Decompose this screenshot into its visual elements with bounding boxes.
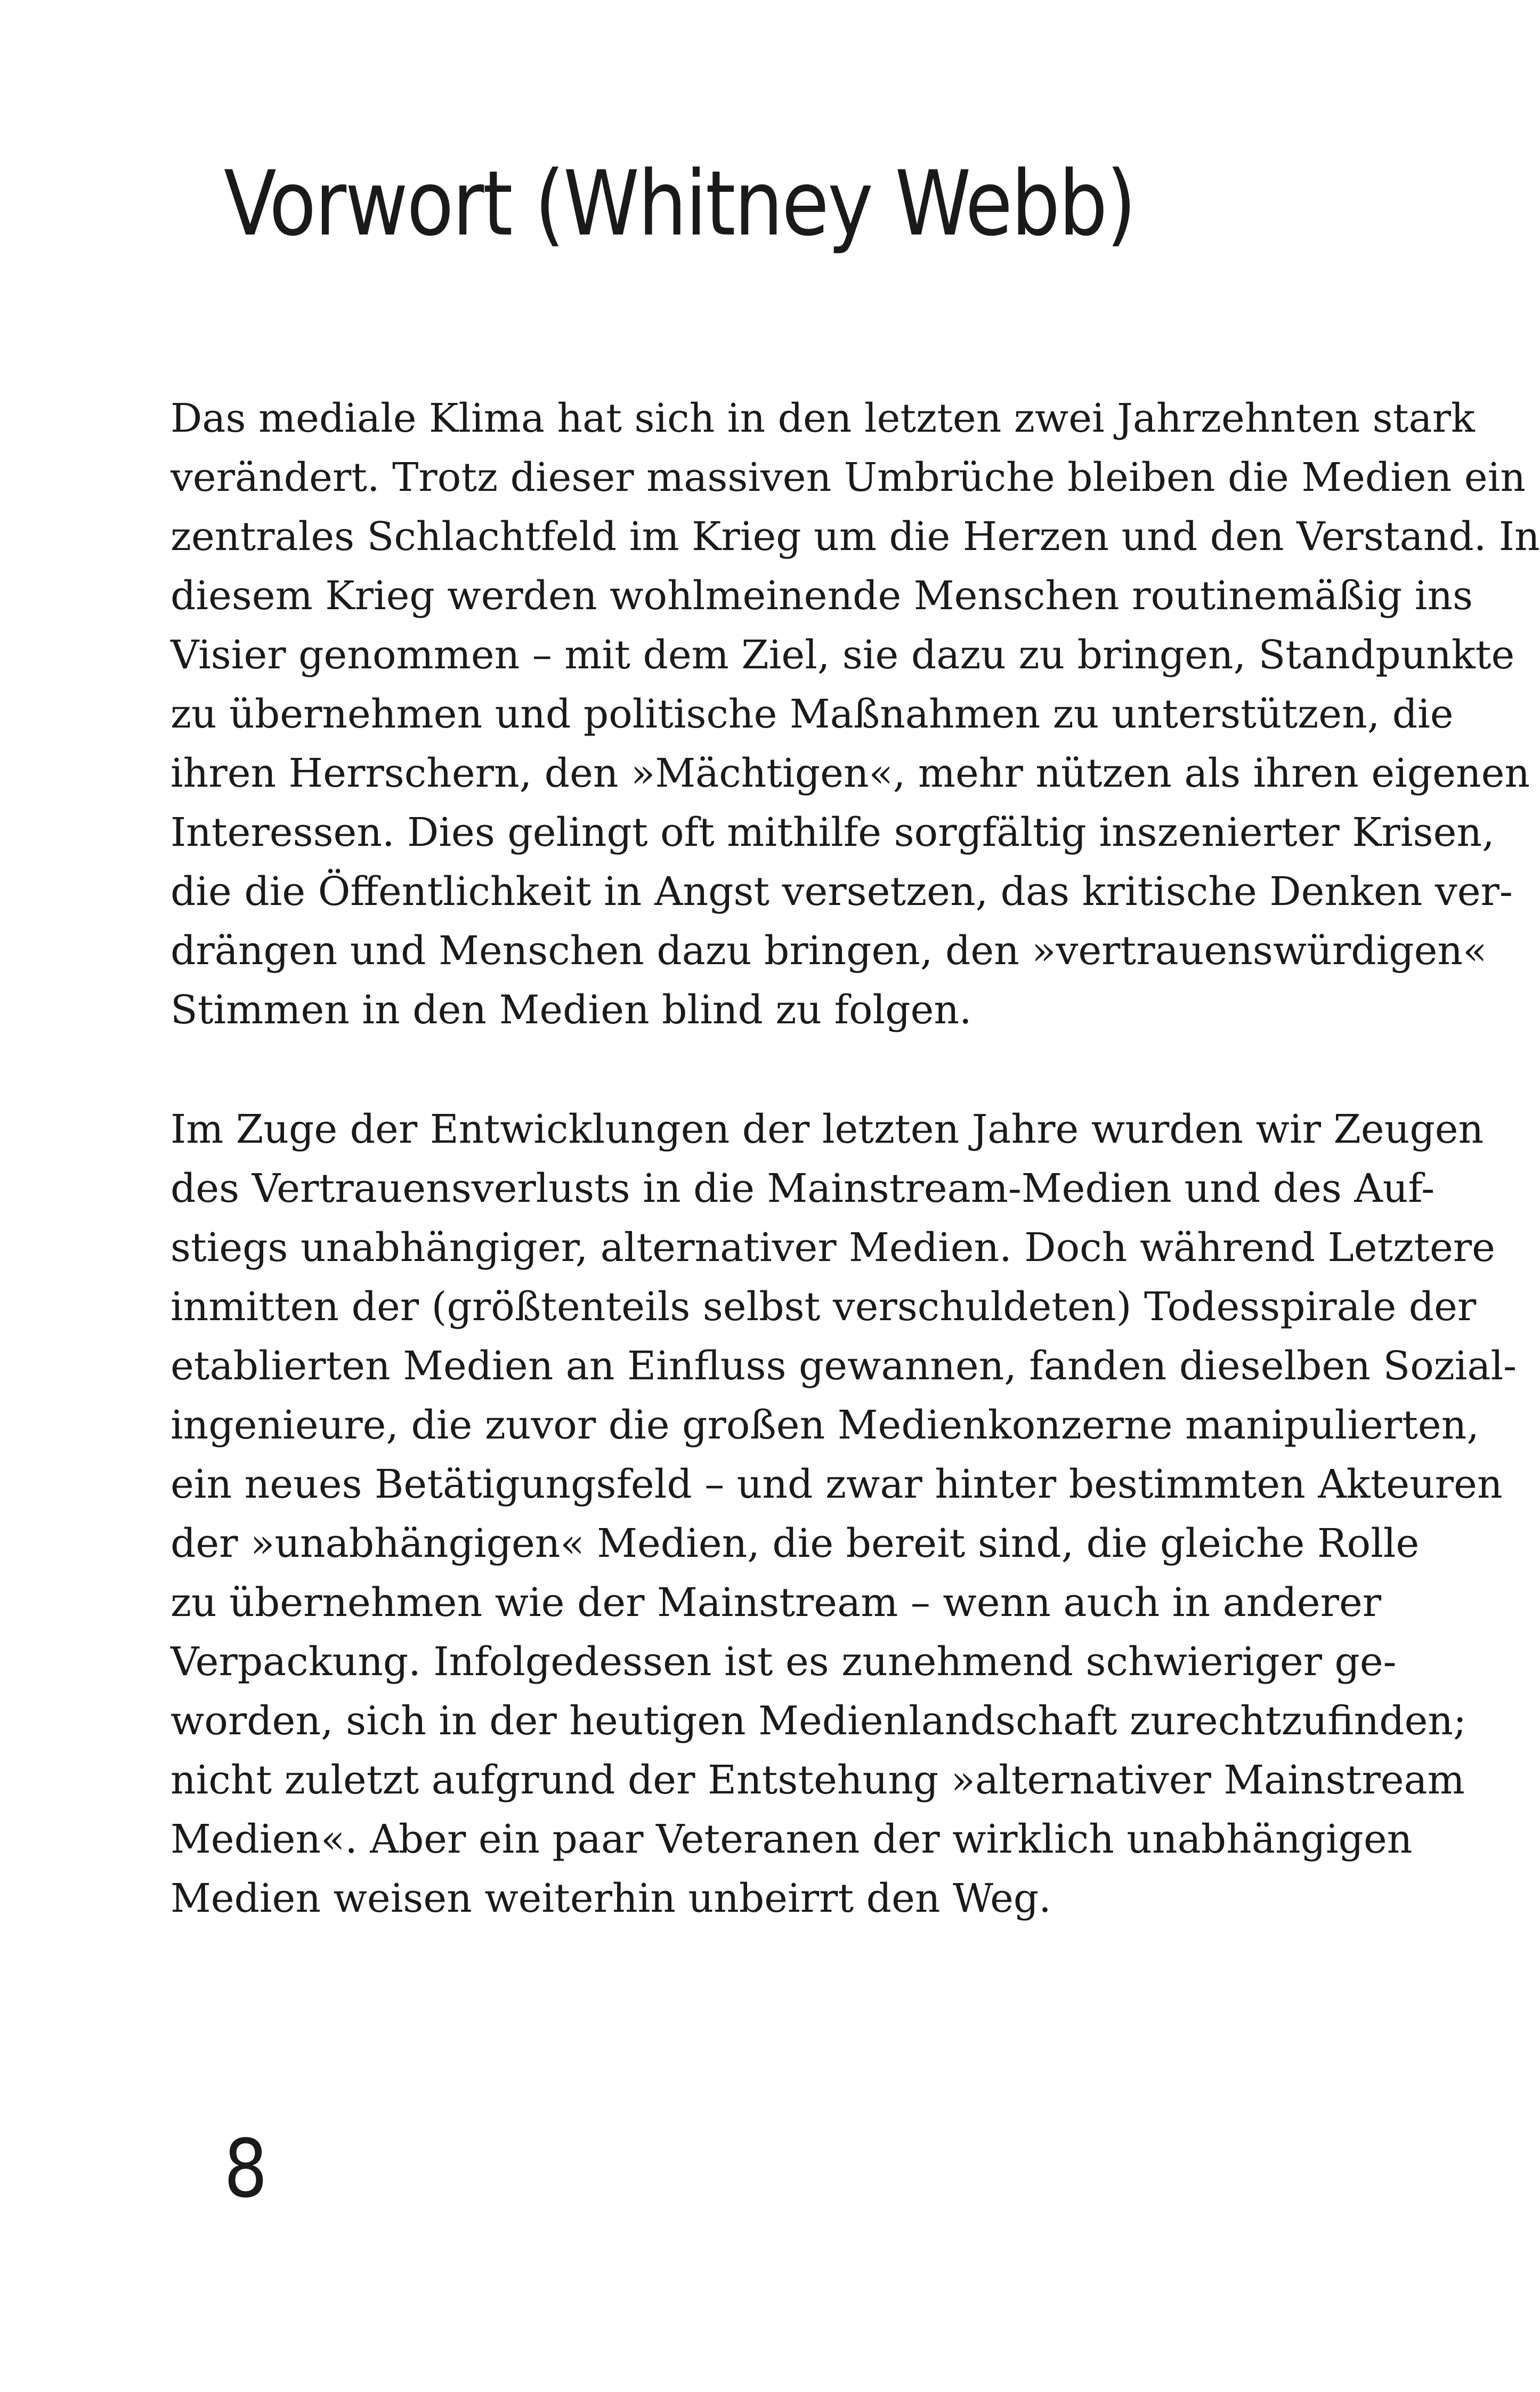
text-line: Medien weisen weiterhin unbeirrt den Weg.	[171, 1876, 1051, 1921]
text-line: zu übernehmen und politische Maßnahmen zu unterstützen, die	[171, 691, 1454, 737]
text-line: ingenieure, die zuvor die großen Medienkonzerne manipulierten,	[171, 1402, 1479, 1448]
text-line: des Vertrauensverlusts in die Mainstream-Medien und des Auf-	[171, 1166, 1435, 1211]
text-line: diesem Krieg werden wohlmeinende Menschen routinemäßig ins	[171, 573, 1473, 619]
text-line: die die Öffentlichkeit in Angst versetzen, das kritische Denken ver-	[171, 869, 1513, 915]
text-line: der »unabhängigen« Medien, die bereit sind, die gleiche Rolle	[171, 1521, 1420, 1566]
text-line: etablierten Medien an Einfluss gewannen, fanden dieselben Sozial-	[171, 1343, 1517, 1389]
text-line: Stimmen in den Medien blind zu folgen.	[171, 987, 972, 1033]
text-line: Medien«. Aber ein paar Veteranen der wirklich unabhängigen	[171, 1816, 1413, 1862]
text-line: zentrales Schlachtfeld im Krieg um die Herzen und den Verstand. In	[171, 514, 1540, 560]
text-line: ein neues Betätigungsfeld – und zwar hinter bestimmten Akteuren	[171, 1461, 1503, 1507]
text-line: worden, sich in der heutigen Medienlandschaft zurechtzufinden;	[171, 1698, 1466, 1744]
text-line: stiegs unabhängiger, alternativer Medien. Doch während Letztere	[171, 1225, 1495, 1271]
text-line: zu übernehmen wie der Mainstream – wenn auch in anderer	[171, 1580, 1382, 1626]
text-line: nicht zuletzt aufgrund der Entstehung »alternativer Mainstream	[171, 1757, 1465, 1803]
text-line: drängen und Menschen dazu bringen, den »vertrauenswürdigen«	[171, 928, 1487, 974]
paragraph-1	[171, 389, 1540, 1040]
text-line: Visier genommen – mit dem Ziel, sie dazu zu bringen, Standpunkte	[171, 632, 1515, 678]
text-line: verändert. Trotz dieser massiven Umbrüche bleiben die Medien ein	[171, 455, 1526, 500]
text-line: Im Zuge der Entwicklungen der letzten Jahre wurden wir Zeugen	[171, 1106, 1484, 1152]
text-line: ihren Herrschern, den »Mächtigen«, mehr nützen als ihren eigenen	[171, 750, 1530, 796]
text-line: Interessen. Dies gelingt oft mithilfe sorgfältig inszenierter Krisen,	[171, 810, 1495, 855]
chapter-title: Vorwort (Whitney Webb)	[224, 151, 1135, 256]
text-line: Verpackung. Infolgedessen ist es zunehmend schwieriger ge-	[171, 1639, 1397, 1685]
text-line: Das mediale Klima hat sich in den letzten zwei Jahrzehnten stark	[171, 395, 1475, 441]
page-number: 8	[224, 2123, 268, 2216]
text-line: inmitten der (größtenteils selbst verschuldeten) Todesspirale der	[171, 1284, 1477, 1330]
paragraph-2	[171, 1100, 1517, 1928]
body-text	[171, 389, 1540, 1928]
